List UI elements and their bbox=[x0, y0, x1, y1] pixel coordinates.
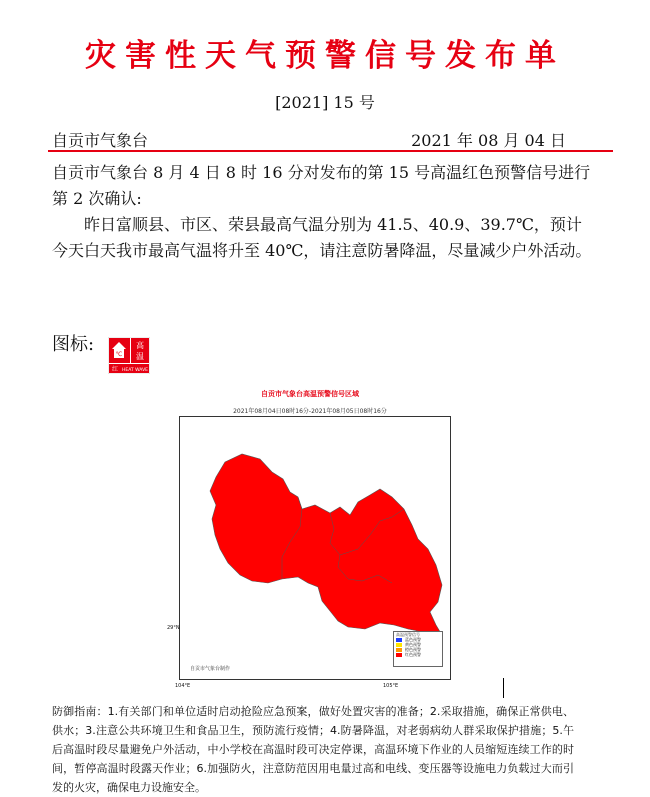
map-title: 自贡市气象台高温预警信号区域 bbox=[261, 390, 359, 398]
warning-area-map bbox=[165, 385, 455, 690]
icon-char-bottom: 温 bbox=[136, 352, 144, 361]
longitude-label-west: 104°E bbox=[175, 683, 191, 689]
legend-swatch-orange bbox=[396, 648, 402, 652]
map-legend bbox=[393, 631, 443, 667]
legend-title: 高温预警信号 bbox=[396, 632, 420, 637]
text-cursor[interactable] bbox=[503, 678, 504, 698]
longitude-label-east: 105°E bbox=[383, 683, 399, 689]
icon-char-top: 高 bbox=[136, 341, 144, 350]
document-number: [2021] 15 号 bbox=[275, 93, 375, 112]
legend-item-red bbox=[394, 652, 442, 657]
document-title: 灾害性天气预警信号发布单 bbox=[85, 38, 565, 74]
red-divider bbox=[48, 150, 613, 152]
map-subtitle: 2021年08月04日08时16分-2021年08月05日08时16分 bbox=[233, 408, 387, 415]
icon-caption: HEAT WAVE bbox=[121, 368, 149, 373]
legend-swatch-yellow bbox=[396, 643, 402, 647]
issue-date: 2021 年 08 月 04 日 bbox=[411, 131, 566, 150]
document-body bbox=[52, 160, 592, 264]
legend-label-orange: 橙色预警 bbox=[405, 647, 421, 652]
icon-unit: ℃ bbox=[115, 351, 123, 358]
issuer-name: 自贡市气象台 bbox=[52, 131, 149, 150]
defense-guidance: 防御指南：1.有关部门和单位适时启动抢险应急预案，做好处置灾害的准备；2.采取措施，确保正常供电、供水；3.注意公共环境卫生和食品卫生，预防流行疫情；4.防暑降温，对老弱病幼人群采取保护措施；5.午后高温时段尽量避免户外活动，中小学校在高温时段可决定停课，高温环境下作业的人员缩短连续工作的时间，暂停高温时段露天作业；6.加强防火，注意防范因用电量过高和电线、变压器等设施电力负载过大而引发的火灾，确保电力设施安全。 bbox=[52, 705, 574, 794]
legend-label-yellow: 黄色预警 bbox=[405, 642, 421, 647]
forecast-paragraph: 昨日富顺县、市区、荣县最高气温分别为 41.5、40.9、39.7℃，预计今天白天我市最高气温将升至 40℃，请注意防暑降温，尽量减少户外活动。 bbox=[52, 215, 592, 260]
map-credit: 自贡市气象台制作 bbox=[190, 666, 231, 672]
confirmation-paragraph: 自贡市气象台 8 月 4 日 8 时 16 分对发布的第 15 号高温红色预警信号进行第 2 次确认: bbox=[52, 163, 591, 208]
icon-level-char: 红 bbox=[111, 366, 119, 373]
legend-swatch-red bbox=[396, 653, 402, 657]
zigong-region bbox=[210, 454, 442, 641]
legend-label-blue: 蓝色预警 bbox=[405, 637, 421, 642]
latitude-label: 29°N bbox=[167, 625, 180, 631]
heat-wave-red-icon bbox=[108, 337, 150, 374]
legend-label-red: 红色预警 bbox=[405, 652, 421, 657]
icon-label: 图标: bbox=[52, 334, 95, 355]
legend-swatch-blue bbox=[396, 638, 402, 642]
